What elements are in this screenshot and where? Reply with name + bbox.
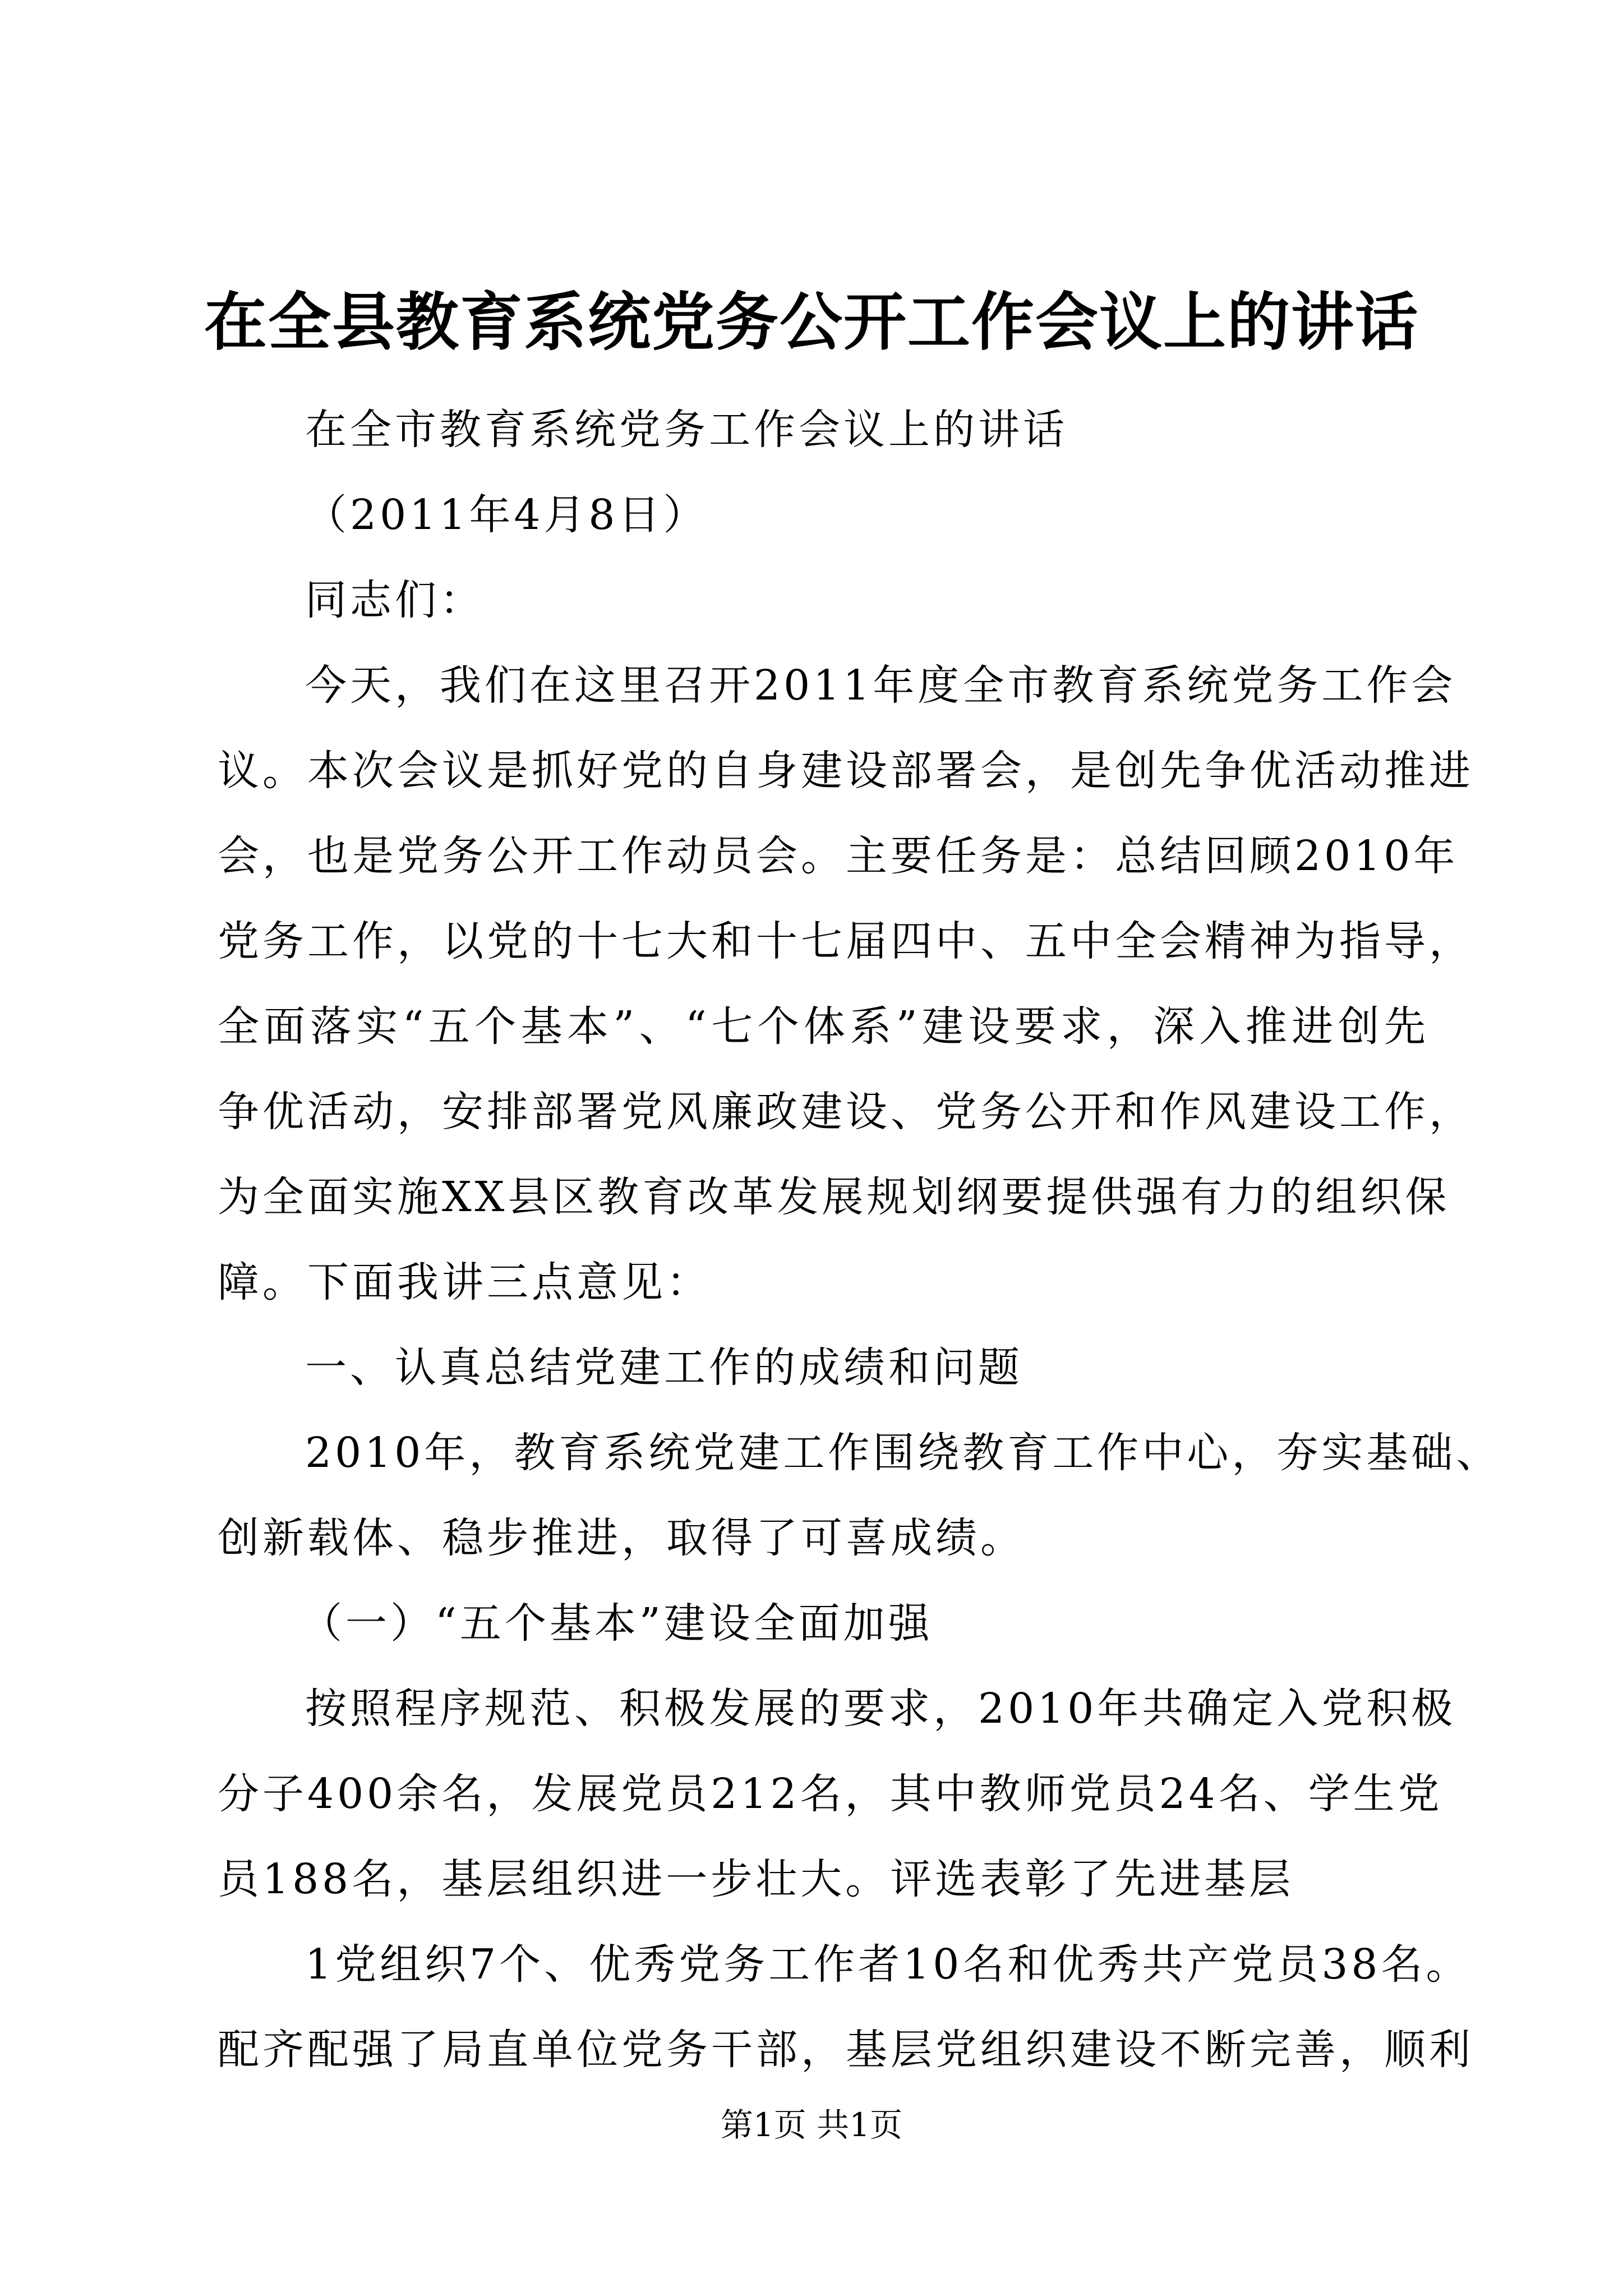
- paragraph-line: 争优活动，安排部署党风廉政建设、党务公开和作风建设工作，: [218, 1088, 1474, 1136]
- paragraph-line: 分子400余名，发展党员212名，其中教师党员24名、学生党: [218, 1770, 1443, 1818]
- paragraph-line: 议。本次会议是抓好党的自身建设部署会，是创先争优活动推进: [218, 747, 1474, 795]
- speech-date: （2011年4月8日）: [305, 491, 708, 539]
- paragraph-line: 员188名，基层组织进一步壮大。评选表彰了先进基层: [218, 1855, 1294, 1903]
- salutation: 同志们：: [305, 576, 485, 624]
- page-footer: 第1页 共1页: [720, 2106, 903, 2144]
- paragraph-line: 障。下面我讲三点意见：: [218, 1258, 711, 1306]
- subsection-heading: （一）“五个基本”建设全面加强: [301, 1599, 933, 1648]
- paragraph-line: 党务工作，以党的十七大和十七届四中、五中全会精神为指导，: [218, 917, 1474, 965]
- paragraph-line: 按照程序规范、积极发展的要求，2010年共确定入党积极: [305, 1685, 1456, 1733]
- section-heading: 一、认真总结党建工作的成绩和问题: [305, 1343, 1023, 1392]
- paragraph-line: 2010年，教育系统党建工作围绕教育工作中心，夯实基础、: [305, 1429, 1501, 1477]
- paragraph-line: 全面落实“五个基本”、“七个体系”建设要求，深入推进创先: [218, 1002, 1429, 1051]
- paragraph-line: 创新载体、稳步推进，取得了可喜成绩。: [218, 1514, 1025, 1562]
- paragraph-line: 今天，我们在这里召开2011年度全市教育系统党务工作会: [305, 661, 1456, 710]
- speech-subtitle: 在全市教育系统党务工作会议上的讲话: [305, 406, 1068, 454]
- paragraph-line: 会，也是党务公开工作动员会。主要任务是：总结回顾2010年: [218, 832, 1459, 880]
- paragraph-line: 配齐配强了局直单位党务干部，基层党组织建设不断完善，顺利: [218, 2026, 1474, 2074]
- document-title: 在全县教育系统党务公开工作会议上的讲话: [204, 286, 1419, 359]
- paragraph-line: 1党组织7个、优秀党务工作者10名和优秀共产党员38名。: [305, 1940, 1471, 1989]
- paragraph-line: 为全面实施XX县区教育改革发展规划纲要提供强有力的组织保: [218, 1173, 1450, 1221]
- document-body: [218, 387, 1501, 2092]
